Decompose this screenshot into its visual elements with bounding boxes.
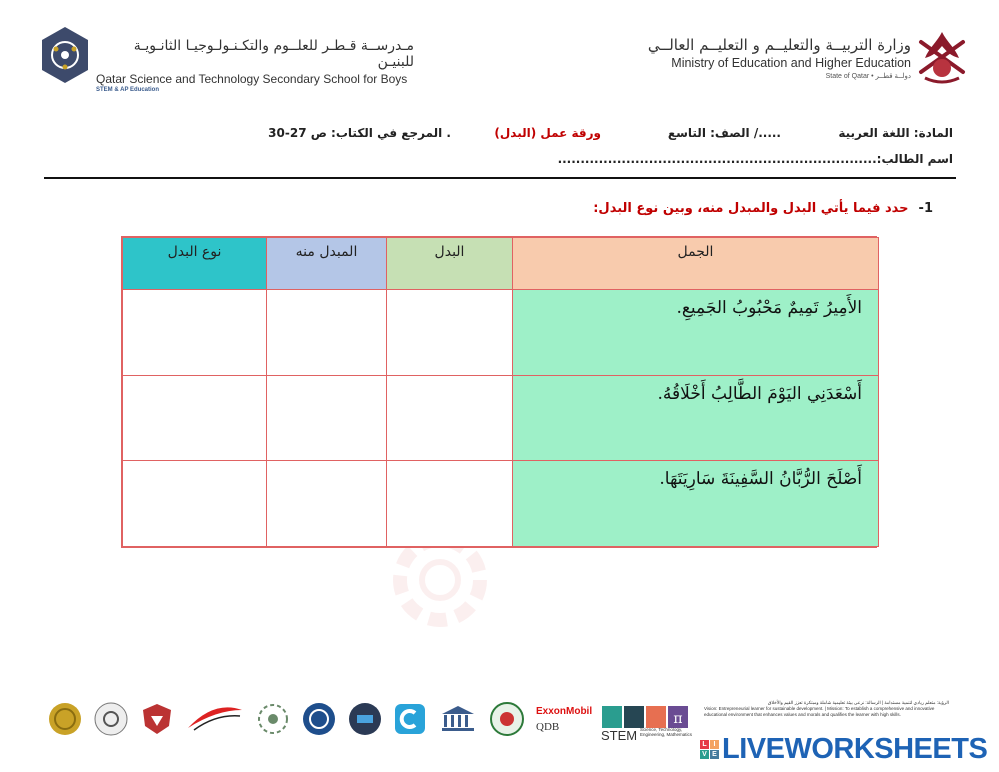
header-sentences: الجمل xyxy=(513,238,879,290)
ministry-block xyxy=(648,36,911,80)
c-logo-icon xyxy=(394,703,426,735)
sentence-cell: أَصْلَحَ الرُّبَّانُ السَّفِينَةَ سَارِيَتَهَا. xyxy=(513,461,879,547)
badge-letter: L xyxy=(700,740,709,749)
state-label: State of Qatar • دولــة قطــر xyxy=(825,73,911,80)
vision-en: Vision: Entrepreneurial learner for sustainable development. | Mission: To establish a comprehensive and innovative educational environment that enhances values and morals and qualifies the learner with high skills. xyxy=(704,706,935,717)
question-number: 1- xyxy=(918,201,933,216)
sentence-cell: الأَمِيرُ تَمِيمٌ مَحْبُوبُ الجَمِيعِ. xyxy=(513,290,879,376)
school-block xyxy=(96,38,414,93)
student-name-field[interactable]: اسم الطالب:...................................................................... xyxy=(557,152,953,166)
worksheet-title: ورقة عمل (البدل) xyxy=(494,126,601,140)
question-1 xyxy=(593,201,933,216)
grade-label: الصف: التاسع /..... xyxy=(667,126,781,140)
exercise-table xyxy=(121,236,877,548)
header-badal-type: نوع البدل xyxy=(123,238,267,290)
unesco-logo-icon xyxy=(438,704,478,734)
badal-answer-field[interactable] xyxy=(387,461,513,547)
shield-badge-icon xyxy=(140,702,174,736)
book-reference: المرجع في الكتاب: ص 27-30 . xyxy=(268,126,451,140)
gold-seal-icon xyxy=(48,702,82,736)
question-text: حدد فيما يأتي البدل والمبدل منه، وبين نوع البدل: xyxy=(593,201,909,216)
stem-label xyxy=(601,728,637,743)
table-row xyxy=(123,461,879,547)
badal-type-answer-field[interactable] xyxy=(123,375,267,461)
header-badal: البدل xyxy=(387,238,513,290)
subject-label: المادة: اللغة العربية xyxy=(838,126,953,140)
badge-letter: I xyxy=(710,740,719,749)
badal-type-answer-field[interactable] xyxy=(123,290,267,376)
svg-text:π: π xyxy=(673,711,683,727)
badal-type-answer-field[interactable] xyxy=(123,461,267,547)
ministry-emblem xyxy=(915,28,969,86)
ministry-name-en: Ministry of Education and Higher Education xyxy=(671,56,911,70)
exxon-qdb-logos xyxy=(536,705,593,733)
vision-ar: الرؤية: متعلم ريادي لتنمية مستدامة | الرسالة: نرعى بيئة تعليمية شاملة ومبتكرة تعزز القيم والأخلاق xyxy=(767,700,949,705)
table-row xyxy=(123,290,879,376)
mubdal-minhu-answer-field[interactable] xyxy=(267,375,387,461)
sentence-cell: أَسْعَدَنِي اليَوْمَ الطَّالِبُ أَخْلَاقُهُ. xyxy=(513,375,879,461)
stem-word: STEM xyxy=(601,728,638,743)
liveworksheets-wordmark: LIVEWORKSHEETS xyxy=(722,733,988,765)
mubdal-minhu-answer-field[interactable] xyxy=(267,461,387,547)
stem-caption: Science, Technology, Engineering, Mathematics xyxy=(640,727,693,737)
qdb-logo: QDB xyxy=(536,720,560,733)
header-divider xyxy=(44,177,956,179)
header-mubdal-minhu: المبدل منه xyxy=(267,238,387,290)
green-seal-icon xyxy=(490,702,524,736)
school-name-en: Qatar Science and Technology Secondary School for Boys xyxy=(96,72,408,86)
partner-logos xyxy=(48,702,690,736)
qstss-badge-icon xyxy=(348,702,382,736)
red-swoosh-logo-icon xyxy=(186,704,244,734)
vision-mission-text xyxy=(704,700,949,718)
school-logo xyxy=(38,25,92,87)
blue-seal-icon xyxy=(302,702,336,736)
school-subtitle: STEM & AP Education xyxy=(96,87,160,93)
liveworksheets-badge-icon xyxy=(700,740,719,759)
liveworksheets-brand[interactable] xyxy=(700,734,987,764)
badge-letter: E xyxy=(710,750,719,759)
cognia-logo-icon xyxy=(94,702,128,736)
mubdal-minhu-answer-field[interactable] xyxy=(267,290,387,376)
ornament-logo-icon xyxy=(256,702,290,736)
badal-answer-field[interactable] xyxy=(387,375,513,461)
school-name-ar: مـدرســة قـطـر للعلــوم والتكـنـولـوجيـا الثانـويـة للبنيـن xyxy=(133,38,414,70)
badal-answer-field[interactable] xyxy=(387,290,513,376)
exxonmobil-logo: ExxonMobil xyxy=(536,705,593,717)
badge-letter: V xyxy=(700,750,709,759)
table-row xyxy=(123,375,879,461)
ministry-name-ar: وزارة التربيــة والتعليــم و التعليــم العالــي xyxy=(647,36,911,54)
